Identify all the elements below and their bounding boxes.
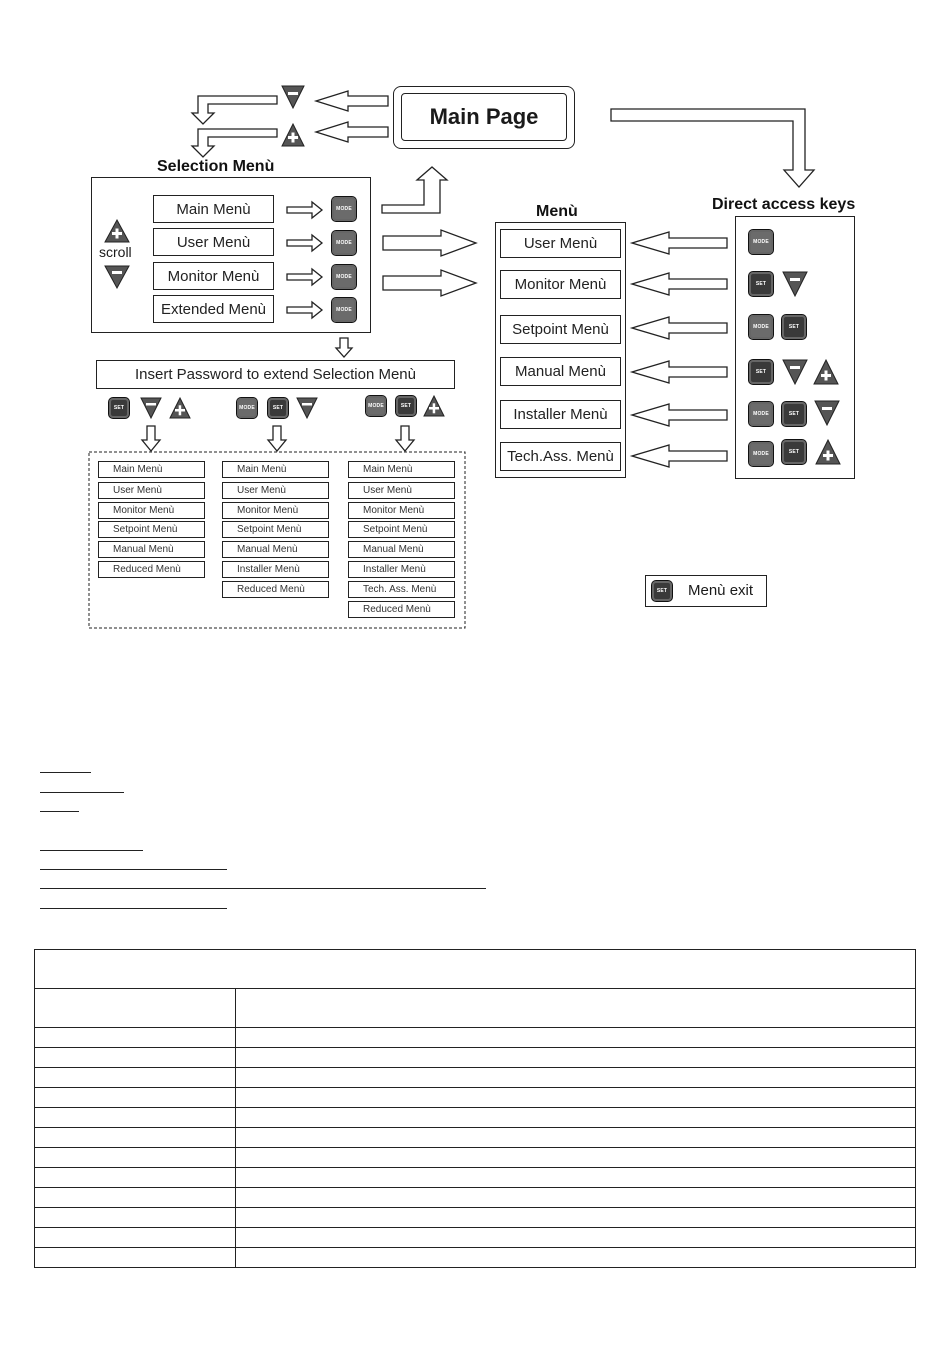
scroll-up-icon	[104, 219, 130, 243]
mode-key[interactable]: MODE	[366, 396, 386, 416]
list-item[interactable]: Manual Menù	[222, 541, 329, 558]
set-key[interactable]: SET	[782, 315, 806, 339]
table-row	[35, 1068, 916, 1088]
set-key[interactable]: SET	[396, 396, 416, 416]
table-row	[35, 1168, 916, 1188]
mode-key[interactable]: MODE	[749, 315, 773, 339]
divider	[40, 908, 227, 909]
table-row	[35, 1108, 916, 1128]
list-item[interactable]: Reduced Menù	[98, 561, 205, 578]
list-item[interactable]: Tech. Ass. Menù	[348, 581, 455, 598]
plus-key-icon	[813, 359, 839, 385]
mode-key[interactable]: MODE	[332, 265, 356, 289]
minus-key-icon	[814, 400, 840, 426]
menu-title: Menù	[536, 203, 578, 220]
list-item[interactable]: Reduced Menù	[222, 581, 329, 598]
divider	[40, 811, 79, 812]
minus-key-icon	[782, 271, 808, 297]
main-page-label: Main Page	[429, 104, 539, 129]
plus-key-icon	[815, 439, 841, 465]
minus-key-icon	[296, 397, 318, 419]
list-item[interactable]: Monitor Menù	[98, 502, 205, 519]
mode-key[interactable]: MODE	[237, 398, 257, 418]
menu-item-installer[interactable]: Installer Menù	[500, 400, 621, 429]
main-page-box[interactable]	[401, 93, 567, 141]
set-key[interactable]: SET	[268, 398, 288, 418]
set-key[interactable]: SET	[749, 272, 773, 296]
menu-panel	[495, 222, 626, 478]
divider	[40, 850, 143, 851]
menu-item-monitor[interactable]: Monitor Menù	[500, 270, 621, 299]
list-item[interactable]: Setpoint Menù	[98, 521, 205, 538]
plus-key-icon	[169, 397, 191, 419]
menu-exit-label: Menù exit	[688, 582, 754, 599]
mode-key[interactable]: MODE	[749, 442, 773, 466]
table-cell	[236, 989, 916, 1028]
list-item[interactable]: Installer Menù	[348, 561, 455, 578]
table-row	[35, 1028, 916, 1048]
selection-menu-title: Selection Menù	[157, 158, 275, 175]
list-item[interactable]: Setpoint Menù	[348, 521, 455, 538]
menu-item-setpoint[interactable]: Setpoint Menù	[500, 315, 621, 344]
table-cell	[35, 989, 236, 1028]
scroll-label: scroll	[99, 244, 132, 260]
divider	[40, 772, 91, 773]
menu-item-user[interactable]: User Menù	[500, 229, 621, 258]
list-item[interactable]: User Menù	[98, 482, 205, 499]
selection-item-main[interactable]: Main Menù	[153, 195, 274, 223]
divider	[40, 792, 124, 793]
list-item[interactable]: Monitor Menù	[348, 502, 455, 519]
table-row	[35, 1228, 916, 1248]
set-key[interactable]: SET	[782, 440, 806, 464]
mode-key[interactable]: MODE	[332, 298, 356, 322]
scroll-down-icon	[104, 265, 130, 289]
list-item[interactable]: User Menù	[348, 482, 455, 499]
table-row	[35, 1128, 916, 1148]
set-key[interactable]: SET	[749, 360, 773, 384]
set-key[interactable]: SET	[109, 398, 129, 418]
mode-key[interactable]: MODE	[749, 402, 773, 426]
plus-key-icon	[280, 122, 306, 148]
empty-table	[34, 949, 916, 1268]
plus-key-icon	[423, 395, 445, 417]
minus-key-icon	[280, 84, 306, 110]
list-item[interactable]: Setpoint Menù	[222, 521, 329, 538]
list-item[interactable]: Manual Menù	[348, 541, 455, 558]
list-item[interactable]: Manual Menù	[98, 541, 205, 558]
password-bar[interactable]: Insert Password to extend Selection Menù	[96, 360, 455, 389]
list-item[interactable]: Installer Menù	[222, 561, 329, 578]
list-item[interactable]: Reduced Menù	[348, 601, 455, 618]
menu-item-techass[interactable]: Tech.Ass. Menù	[500, 442, 621, 471]
mode-key[interactable]: MODE	[749, 230, 773, 254]
divider	[40, 869, 227, 870]
mode-key[interactable]: MODE	[332, 231, 356, 255]
table-row	[35, 1248, 916, 1268]
table-row	[35, 1148, 916, 1168]
table-row	[35, 1188, 916, 1208]
table-header-cell	[35, 950, 916, 989]
minus-key-icon	[140, 397, 162, 419]
selection-item-monitor[interactable]: Monitor Menù	[153, 262, 274, 290]
table-row	[35, 1048, 916, 1068]
menu-item-manual[interactable]: Manual Menù	[500, 357, 621, 386]
selection-item-user[interactable]: User Menù	[153, 228, 274, 256]
list-item[interactable]: Monitor Menù	[222, 502, 329, 519]
list-item[interactable]: Main Menù	[348, 461, 455, 478]
table-row	[35, 1088, 916, 1108]
set-key[interactable]: SET	[782, 402, 806, 426]
selection-item-extended[interactable]: Extended Menù	[153, 295, 274, 323]
table-row	[35, 1208, 916, 1228]
list-item[interactable]: User Menù	[222, 482, 329, 499]
list-item[interactable]: Main Menù	[98, 461, 205, 478]
minus-key-icon	[782, 359, 808, 385]
divider	[40, 888, 486, 889]
set-key[interactable]: SET	[652, 581, 672, 601]
menu-exit-box[interactable]	[645, 575, 767, 607]
direct-access-title: Direct access keys	[712, 196, 856, 213]
mode-key[interactable]: MODE	[332, 197, 356, 221]
list-item[interactable]: Main Menù	[222, 461, 329, 478]
